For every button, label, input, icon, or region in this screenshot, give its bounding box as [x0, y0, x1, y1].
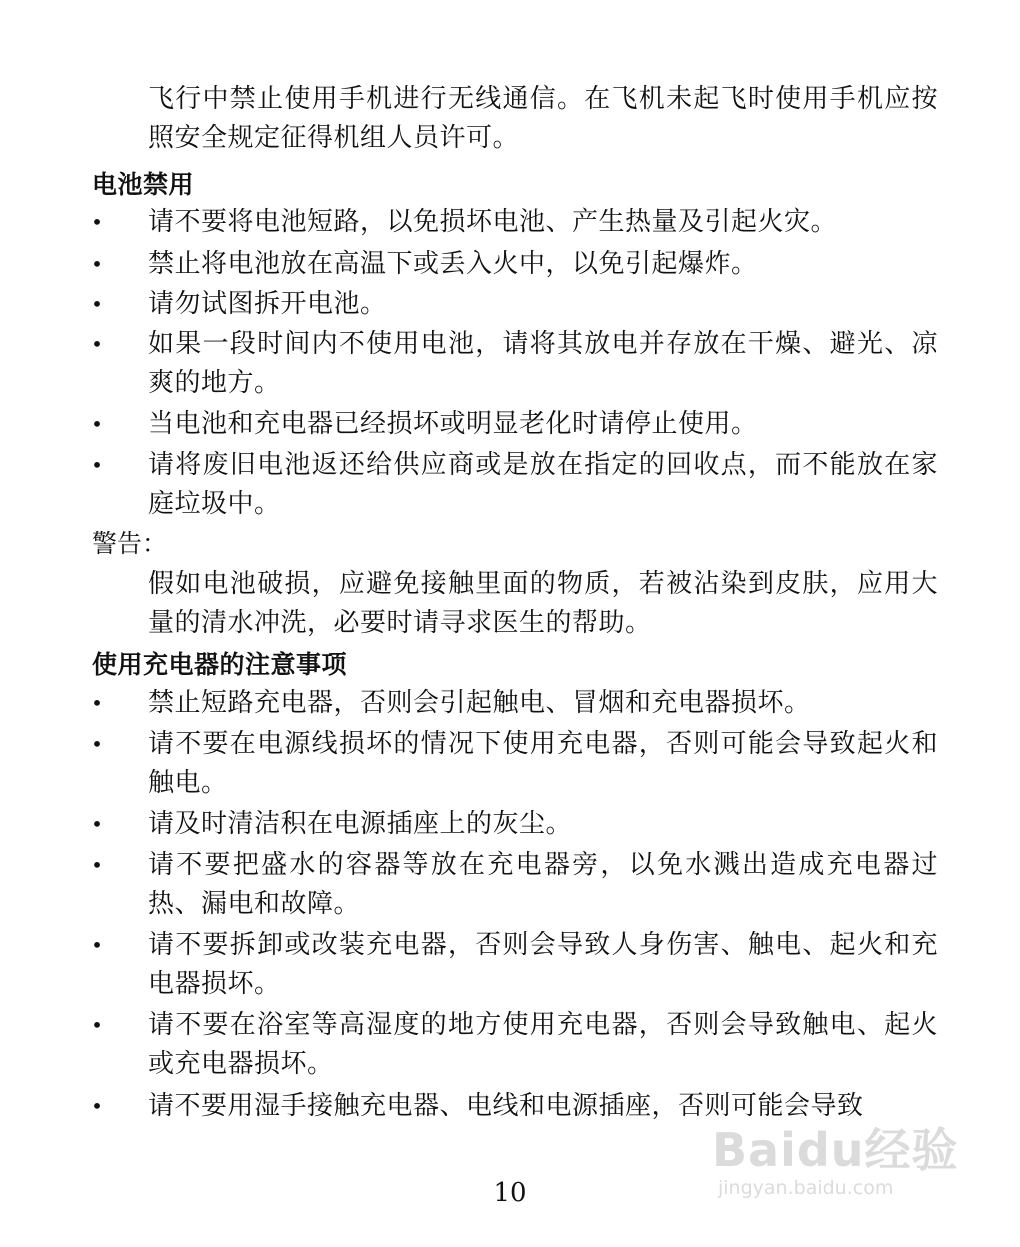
- charger-section-heading: 使用充电器的注意事项: [92, 650, 348, 679]
- bullet-icon: •: [91, 933, 103, 957]
- charger-item-text: 禁止短路充电器，否则会引起触电、冒烟和充电器损坏。: [148, 688, 811, 718]
- bullet-icon: •: [91, 1013, 103, 1037]
- baidu-watermark: [712, 1124, 962, 1224]
- charger-item-text: 请及时清洁积在电源插座上的灰尘。: [148, 809, 573, 839]
- charger-item-text: 请不要用湿手接触充电器、电线和电源插座，否则可能会导致: [148, 1091, 864, 1121]
- bullet-icon: •: [91, 332, 103, 356]
- battery-item-text: 请勿试图拆开电池。: [148, 289, 387, 319]
- bullet-icon: •: [91, 412, 103, 436]
- watermark-url: jingyan.baidu.com: [718, 1177, 894, 1199]
- bullet-icon: •: [91, 812, 103, 836]
- battery-item-text: 请将废旧电池返还给供应商或是放在指定的回收点，而不能放在家庭垃圾中。: [148, 450, 938, 519]
- charger-item-text: 请不要把盛水的容器等放在充电器旁，以免水溅出造成充电器过热、漏电和故障。: [148, 850, 938, 919]
- bullet-icon: •: [91, 732, 103, 756]
- warning-label: 警告：: [92, 529, 168, 558]
- battery-section-heading: 电池禁用: [92, 170, 195, 199]
- battery-item-text: 当电池和充电器已经损坏或明显老化时请停止使用。: [148, 409, 758, 439]
- bullet-icon: •: [91, 853, 103, 877]
- intro-paragraph: 飞行中禁止使用手机进行无线通信。在飞机未起飞时使用手机应按照安全规定征得机组人员许可。: [148, 84, 938, 153]
- bullet-icon: •: [91, 210, 103, 234]
- warning-paragraph: 假如电池破损，应避免接触里面的物质，若被沾染到皮肤，应用大量的清水冲洗，必要时请寻求医生的帮助。: [148, 569, 938, 638]
- battery-item-text: 禁止将电池放在高温下或丢入火中，以免引起爆炸。: [148, 249, 758, 279]
- page-number: 10: [493, 1178, 527, 1208]
- battery-item-text: 如果一段时间内不使用电池，请将其放电并存放在干燥、避光、凉爽的地方。: [148, 329, 938, 398]
- bullet-icon: •: [91, 453, 103, 477]
- bullet-icon: •: [91, 292, 103, 316]
- battery-item-text: 请不要将电池短路，以免损坏电池、产生热量及引起火灾。: [148, 207, 838, 237]
- watermark-logo: Baidu经验: [712, 1123, 959, 1177]
- charger-item-text: 请不要在电源线损坏的情况下使用充电器，否则可能会导致起火和触电。: [148, 729, 938, 798]
- bullet-icon: •: [91, 252, 103, 276]
- bullet-icon: •: [91, 1094, 103, 1118]
- bullet-icon: •: [91, 691, 103, 715]
- charger-item-text: 请不要拆卸或改装充电器，否则会导致人身伤害、触电、起火和充电器损坏。: [148, 930, 938, 999]
- charger-item-text: 请不要在浴室等高湿度的地方使用充电器，否则会导致触电、起火或充电器损坏。: [148, 1010, 938, 1079]
